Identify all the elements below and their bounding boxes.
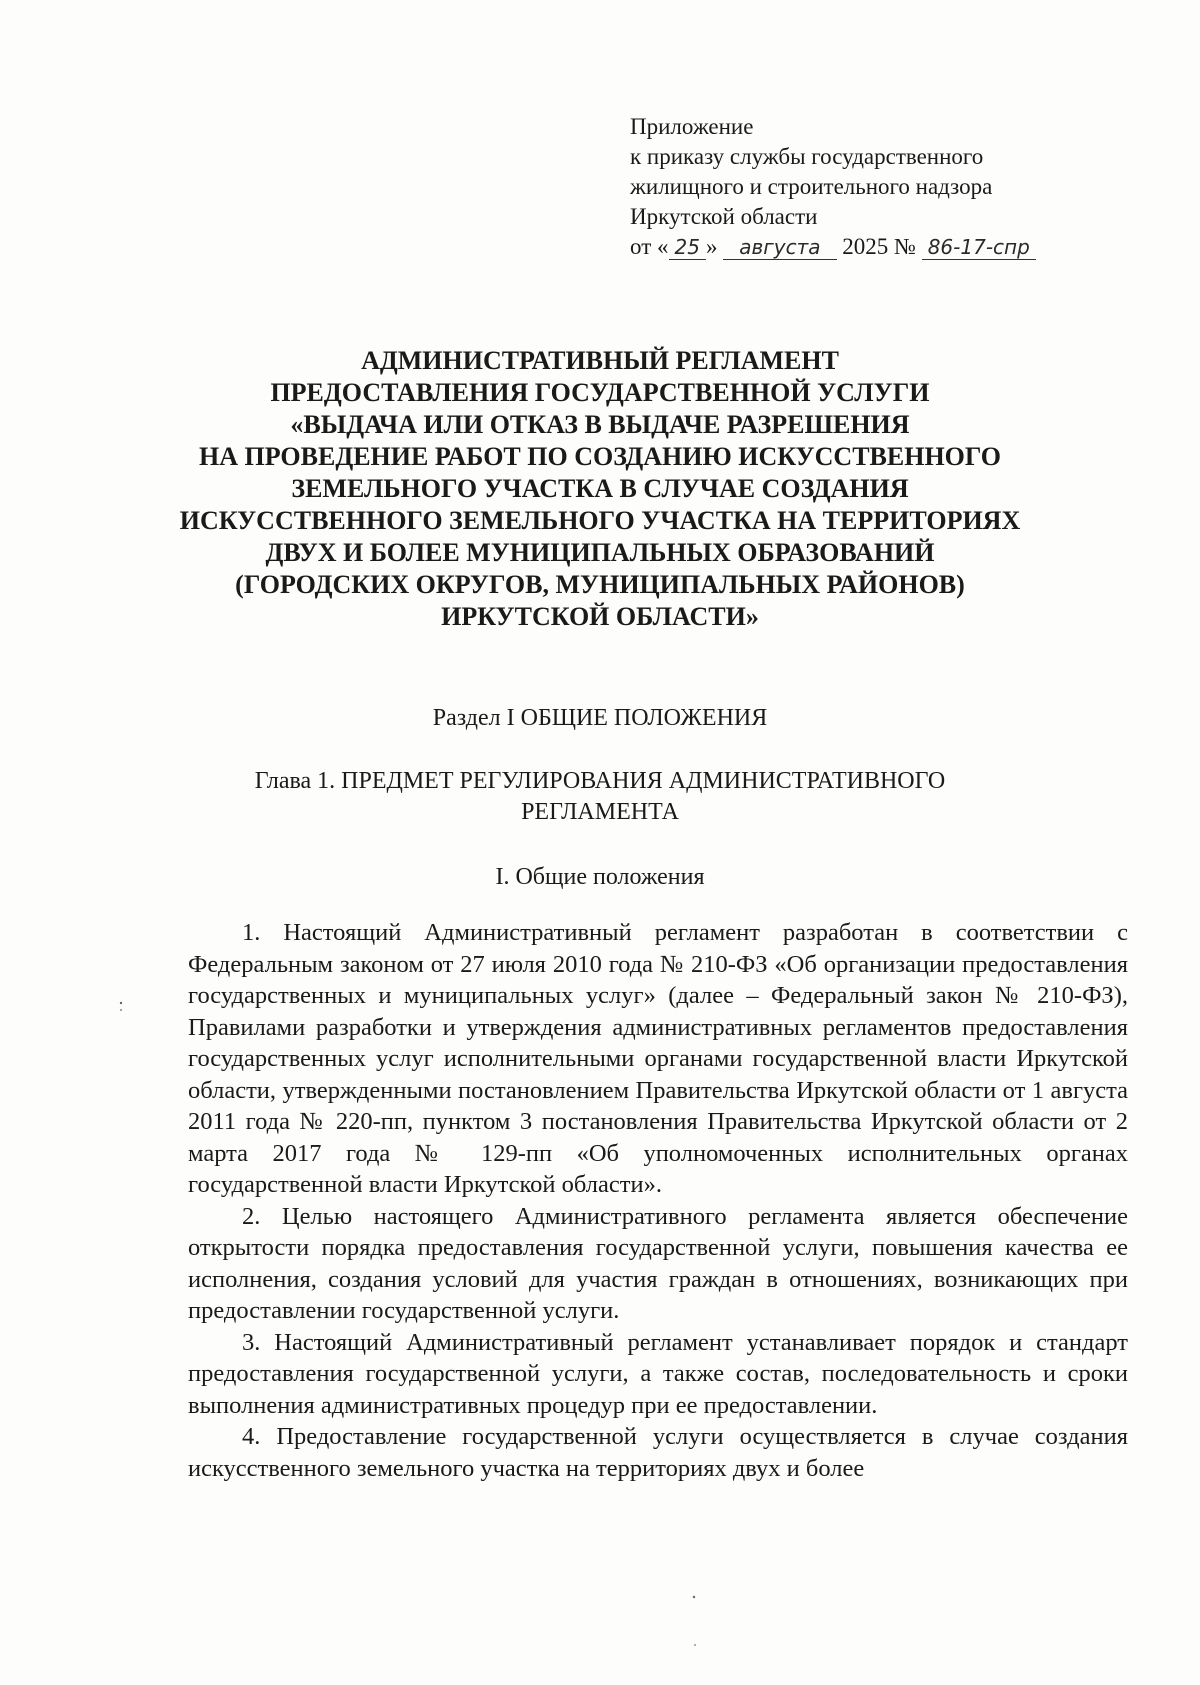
section-heading: Раздел I ОБЩИЕ ПОЛОЖЕНИЯ	[432, 705, 768, 731]
chapter-heading-line-1: Глава 1. ПРЕДМЕТ РЕГУЛИРОВАНИЯ АДМИНИСТРАТИВНОГО	[254, 768, 946, 794]
subsection-heading: I. Общие положения	[495, 864, 705, 890]
appendix-line-2: к приказу службы государственного	[630, 144, 984, 169]
date-mid: »	[705, 234, 718, 259]
paragraph-2: 2. Целью настоящего Административного регламента является обеспечение открытости порядка предоставления государственной услуги, повышения качества ее исполнения, создания условий для участия граждан в отношениях, возникающих при предоставлении государственной услуги.	[188, 1202, 1128, 1324]
year-and-number-label: 2025 №	[842, 234, 916, 259]
scan-speck	[693, 1596, 695, 1598]
title-line: «ВЫДАЧА ИЛИ ОТКАЗ В ВЫДАЧЕ РАЗРЕШЕНИЯ	[290, 410, 910, 439]
title-line: ИРКУТСКОЙ ОБЛАСТИ»	[441, 602, 759, 631]
title-line: ИСКУССТВЕННОГО ЗЕМЕЛЬНОГО УЧАСТКА НА ТЕРРИТОРИЯХ	[179, 506, 1021, 535]
handwritten-month: августа	[723, 235, 836, 260]
paragraph-1: 1. Настоящий Административный регламент разработан в соответствии с Федеральным законом от 27 июля 2010 года № 210-ФЗ «Об организации предоставления государственных и муниципальных услуг» (далее – Федеральный закон № 210-ФЗ), Правилами разработки и утверждения административных регламентов предоставления государственных услуг исполнительными органами государственной власти Иркутской области, утвержденными постановлением Правительства Иркутской области от 1 августа 2011 года № 220-пп, пунктом 3 постановления Правительства Иркутской области от 2 марта 2017 года № 129-пп «Об уполномоченных исполнительных органах государственной власти Иркутской области».	[188, 919, 1128, 1198]
title-line: ЗЕМЕЛЬНОГО УЧАСТКА В СЛУЧАЕ СОЗДАНИЯ	[291, 474, 909, 503]
appendix-line-4: Иркутской области	[630, 204, 818, 229]
title-line: ДВУХ И БОЛЕЕ МУНИЦИПАЛЬНЫХ ОБРАЗОВАНИЙ	[265, 538, 935, 567]
chapter-heading	[150, 766, 1050, 828]
handwritten-day: 25	[669, 235, 706, 260]
handwritten-order-number: 86-17-спр	[922, 235, 1036, 260]
scan-speck	[694, 1644, 696, 1646]
title-line: АДМИНИСТРАТИВНЫЙ РЕГЛАМЕНТ	[361, 346, 839, 375]
scan-speck	[120, 1002, 122, 1004]
order-date-line	[630, 232, 1130, 262]
date-prefix: от «	[630, 234, 669, 259]
title-line: ПРЕДОСТАВЛЕНИЯ ГОСУДАРСТВЕННОЙ УСЛУГИ	[270, 378, 930, 407]
paragraph-3: 3. Настоящий Административный регламент устанавливает порядок и стандарт предоставления государственной услуги, а также состав, последовательность и сроки выполнения административных процедур при ее предоставлении.	[188, 1328, 1128, 1419]
appendix-line-3: жилищного и строительного надзора	[630, 174, 993, 199]
body-text	[188, 917, 1128, 1484]
appendix-line-1: Приложение	[630, 114, 754, 139]
scan-speck	[120, 1009, 122, 1011]
title-line: НА ПРОВЕДЕНИЕ РАБОТ ПО СОЗДАНИЮ ИСКУССТВЕННОГО	[198, 442, 1002, 471]
title-line: (ГОРОДСКИХ ОКРУГОВ, МУНИЦИПАЛЬНЫХ РАЙОНОВ)	[235, 570, 965, 599]
chapter-heading-line-2: РЕГЛАМЕНТА	[521, 799, 679, 825]
document-title	[100, 345, 1100, 633]
appendix-block	[630, 112, 1130, 262]
paragraph-4: 4. Предоставление государственной услуги осуществляется в случае создания искусственного земельного участка на территориях двух и более	[188, 1423, 1128, 1482]
